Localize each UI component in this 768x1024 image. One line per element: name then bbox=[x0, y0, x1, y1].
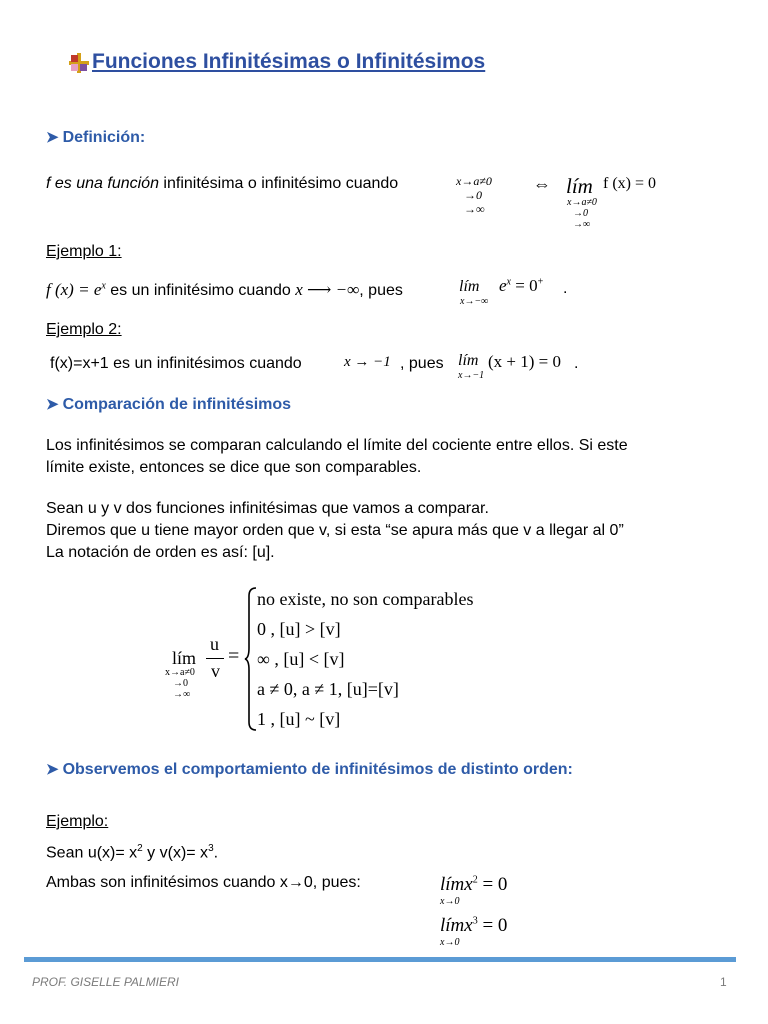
comparacion-para1-line2: límite existe, entonces se dice que son comparables. bbox=[46, 459, 422, 476]
observemos-lim1 bbox=[440, 874, 507, 896]
formula-case-1: no existe, no son comparables bbox=[257, 589, 474, 609]
arrow-bullet-icon: ➤ bbox=[46, 396, 59, 413]
ejemplo2-lim-expr: (x + 1) = 0 bbox=[488, 352, 561, 371]
line1-a-exp: 2 bbox=[137, 843, 143, 854]
ejemplo2-pues: , pues bbox=[400, 355, 444, 372]
line1-b-exp: 3 bbox=[208, 843, 214, 854]
formula-sub-line-2: →0 bbox=[173, 678, 188, 689]
footer-author: PROF. GISELLE PALMIERI bbox=[32, 975, 179, 989]
formula-case-3: ∞ , [u] < [v] bbox=[257, 649, 345, 669]
cond-line-2: →0 bbox=[464, 188, 482, 202]
ejemplo1-fx-exp: x bbox=[101, 280, 106, 292]
ejemplo1-fx: f (x) = e bbox=[46, 280, 102, 299]
formula-eq: = bbox=[228, 645, 240, 667]
arrow-bullet-icon: ➤ bbox=[46, 761, 59, 778]
lim2-exp: 3 bbox=[472, 915, 478, 927]
ejemplo2-lim-sub: x→−1 bbox=[458, 370, 485, 381]
observemos-ejemplo-label: Ejemplo: bbox=[46, 813, 109, 830]
definicion-lim: lím bbox=[566, 174, 593, 198]
page-title: Funciones Infinitésimas o Infinitésimos bbox=[92, 50, 486, 73]
ejemplo1-line bbox=[46, 280, 403, 300]
definicion-text-rest: infinitésima o infinitésimo cuando bbox=[158, 175, 399, 192]
ejemplo1-lim-eq-sup: + bbox=[537, 276, 544, 288]
comparacion-para2-line1: Sean u y v dos funciones infinitésimas que vamos a comparar. bbox=[46, 500, 489, 517]
line1-b: y v(x)= x bbox=[142, 844, 209, 862]
title-bullet-icon bbox=[68, 52, 90, 74]
ejemplo1-lim-sub: x→−∞ bbox=[460, 296, 489, 307]
definicion-heading-text: Definición: bbox=[62, 129, 146, 146]
definicion-condition bbox=[456, 174, 492, 216]
formula-case-5: 1 , [u] ~ [v] bbox=[257, 709, 341, 729]
cond-line-3: →∞ bbox=[464, 202, 485, 216]
lim1-eq: = 0 bbox=[477, 874, 508, 895]
observemos-lim1-sub: x→0 bbox=[440, 896, 460, 907]
ejemplo1-lim: lím bbox=[459, 278, 480, 295]
observemos-heading bbox=[46, 760, 573, 779]
ejemplo1-end: . bbox=[563, 280, 568, 297]
comparacion-heading-text: Comparación de infinitésimos bbox=[62, 396, 292, 413]
comparacion-para2-line2: Diremos que u tiene mayor orden que v, si esta “se apura más que v a llegar al 0” bbox=[46, 522, 624, 539]
definicion-lim-expr: f (x) = 0 bbox=[603, 175, 657, 192]
ejemplo2-text: f(x)=x+1 es un infinitésimos cuando bbox=[50, 355, 302, 372]
ejemplo2-end: . bbox=[574, 355, 579, 372]
lim-sub-line-1: x→a≠0 bbox=[567, 197, 597, 208]
arrow-bullet-icon: ➤ bbox=[46, 129, 59, 146]
footer-divider bbox=[24, 957, 736, 962]
formula-case-4: a ≠ 0, a ≠ 1, [u]=[v] bbox=[257, 679, 399, 699]
observemos-lim2 bbox=[440, 915, 507, 937]
ejemplo1-text: es un infinitésimo cuando bbox=[105, 282, 296, 299]
cases-brace-icon bbox=[244, 586, 258, 732]
ejemplo1-lim-expr-wrap bbox=[499, 276, 543, 296]
observemos-lim2-sub: x→0 bbox=[440, 937, 460, 948]
comparacion-para2-line3: La notación de orden es así: [u]. bbox=[46, 544, 275, 561]
definicion-lim-sub bbox=[567, 197, 597, 230]
ejemplo1-lim-eq: = 0 bbox=[511, 276, 538, 295]
ejemplo2-lim: lím bbox=[458, 352, 479, 369]
lim1-label: lím bbox=[440, 874, 465, 895]
formula-sub-line-1: x→a≠0 bbox=[165, 667, 195, 678]
ejemplo1-lim-exp: x bbox=[506, 276, 511, 288]
ejemplo1-label: Ejemplo 1: bbox=[46, 243, 122, 260]
ejemplo2-label: Ejemplo 2: bbox=[46, 321, 122, 338]
formula-num: u bbox=[210, 634, 219, 654]
lim-sub-line-2: →0 bbox=[573, 208, 588, 219]
lim2-eq: = 0 bbox=[477, 915, 508, 936]
footer-page-number: 1 bbox=[720, 975, 727, 989]
ejemplo1-cond: x ⟶ −∞ bbox=[295, 280, 360, 299]
comparacion-heading bbox=[46, 395, 291, 414]
line1-a: Sean u(x)= x bbox=[46, 844, 138, 862]
lim2-expr: x bbox=[464, 915, 473, 936]
comparacion-para1-line1: Los infinitésimos se comparan calculando el límite del cociente entre ellos. Si este bbox=[46, 437, 628, 454]
lim-sub-line-3: →∞ bbox=[573, 219, 591, 230]
ejemplo1-pues: , pues bbox=[359, 282, 403, 299]
formula-sub-line-3: →∞ bbox=[173, 689, 191, 700]
formula-lim: lím bbox=[172, 648, 197, 668]
definicion-text bbox=[46, 175, 398, 193]
observemos-line2: Ambas son infinitésimos cuando x→0, pues: bbox=[46, 874, 361, 891]
iff-symbol: ⇔ bbox=[533, 174, 551, 194]
lim2-label: lím bbox=[440, 915, 465, 936]
observemos-line1 bbox=[46, 843, 218, 862]
line1-end: . bbox=[213, 844, 219, 862]
ejemplo1-lim-expr: e bbox=[499, 276, 507, 295]
definicion-text-italic: f es una función bbox=[46, 175, 159, 192]
lim1-expr: x bbox=[464, 874, 473, 895]
fraction-bar bbox=[206, 658, 224, 659]
observemos-heading-text: Observemos el comportamiento de infinitésimos de distinto orden: bbox=[62, 761, 573, 778]
formula-lim-sub bbox=[165, 667, 195, 700]
cond-line-1: x→a≠0 bbox=[456, 174, 492, 188]
formula-den: v bbox=[211, 661, 220, 681]
definicion-heading bbox=[46, 128, 145, 147]
ejemplo2-cond: x → −1 bbox=[344, 354, 391, 370]
formula-case-2: 0 , [u] > [v] bbox=[257, 619, 341, 639]
lim1-exp: 2 bbox=[472, 874, 478, 886]
